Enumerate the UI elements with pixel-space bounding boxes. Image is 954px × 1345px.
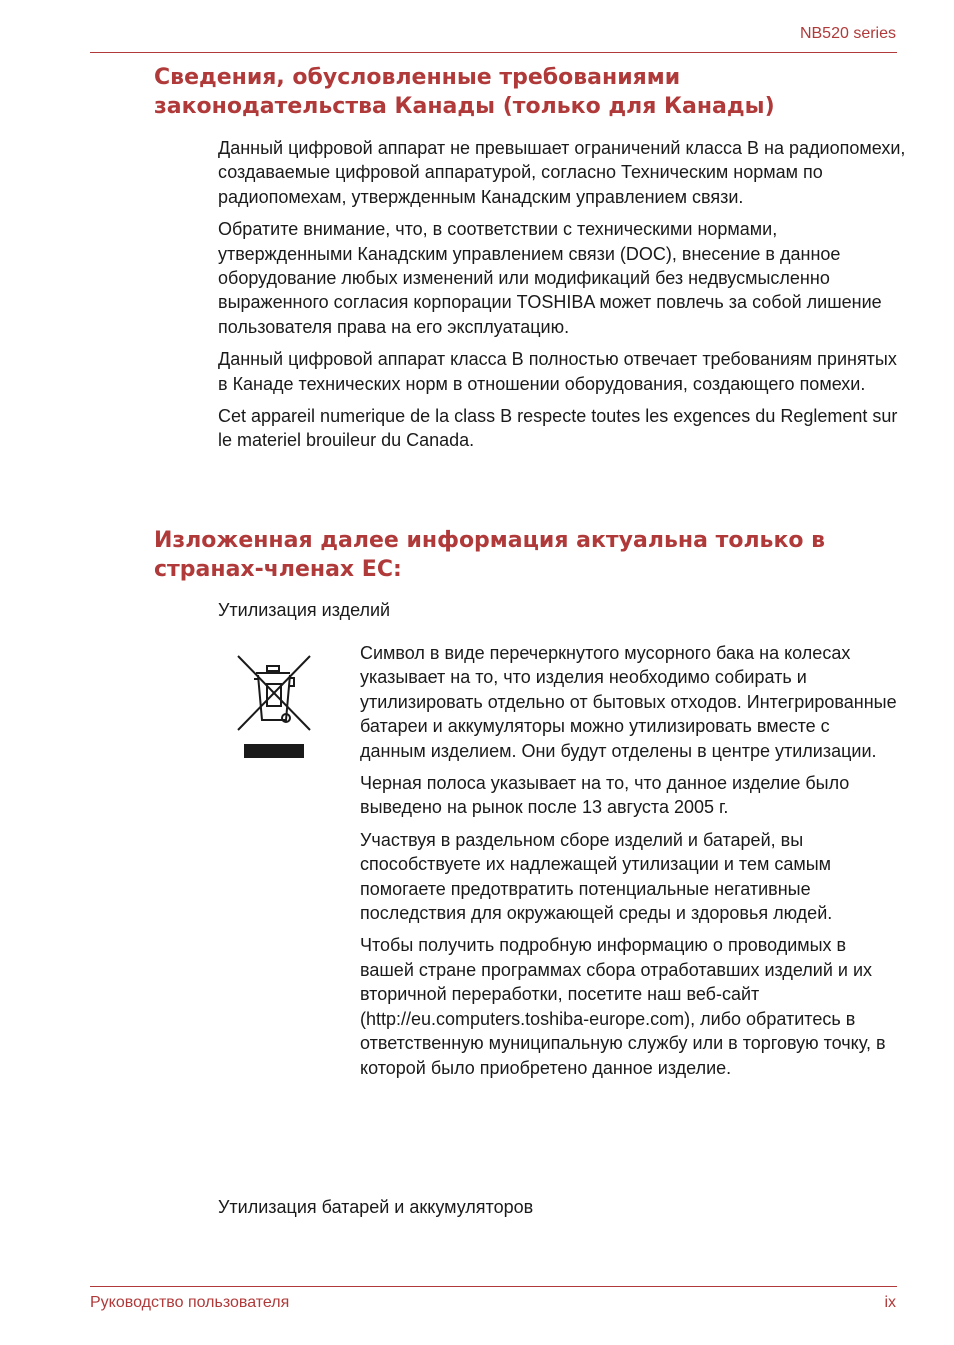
footer-divider <box>90 1286 897 1287</box>
eu-paragraph: Участвуя в раздельном сборе изделий и батарей, вы способствуете их надлежащей утилизации и тем самым помогаете предотвратить потенциальные негативные последствия для окружающей среды и здоровья людей. <box>360 829 833 924</box>
header-series-label: NB520 series <box>799 25 896 42</box>
eu-paragraph: Чтобы получить подробную информацию о проводимых в вашей стране программах сбора отработавших изделий и их вторичной переработки, посетите наш веб-сайт (http://eu.computers.toshiba-europe.com), либо обратитесь в ответственную муниципальную службу или в торговую точку, в которой было приобретено данное изделие. <box>360 935 886 1078</box>
page-number: ix <box>884 1294 896 1311</box>
battery-disposal-label: Утилизация батарей и аккумуляторов <box>218 1197 534 1217</box>
product-disposal-label: Утилизация изделий <box>218 600 391 620</box>
eu-paragraph: Черная полоса указывает на то, что данное изделие было выведено на рынок после 13 августа 2005 г. <box>360 773 850 818</box>
eu-text-block <box>360 641 900 1088</box>
crossed-out-wheelie-bin-icon <box>234 652 314 764</box>
footer-manual-title: Руководство пользователя <box>90 1294 290 1311</box>
header-divider <box>90 52 897 53</box>
section-title-canada: Сведения, обусловленные требованиями законодательства Канады (только для Канады) <box>154 65 775 119</box>
canada-paragraph: Данный цифровой аппарат класса B полностью отвечает требованиям принятых в Канаде технических норм в отношении оборудования, создающего помехи. <box>218 349 897 394</box>
section-title-eu: Изложенная далее информация актуальна только в странах-членах ЕС: <box>154 528 826 582</box>
eu-paragraph: Символ в виде перечеркнутого мусорного бака на колесах указывает на то, что изделия необходимо собирать и утилизировать отдельно от бытовых отходов. Интегрированные батареи и аккумуляторы можно утилизировать вместе с данным изделием. Они будут отделены в центре утилизации. <box>360 643 897 761</box>
black-bar <box>244 744 304 758</box>
canada-paragraph: Cet appareil numerique de la class B respecte toutes les exgences du Reglement sur le materiel brouileur du Canada. <box>218 406 898 451</box>
canada-text-block <box>218 136 908 461</box>
canada-paragraph: Обратите внимание, что, в соответствии с техническими нормами, утвержденными Канадским управлением связи (DOC), внесение в данное оборудование любых изменений или модификаций без недвусмысленно выраженного согласия корпорации TOSHIBA может повлечь за собой лишение пользователя права на его эксплуатацию. <box>218 219 882 337</box>
canada-paragraph: Данный цифровой аппарат не превышает ограничений класса B на радиопомехи, создаваемые цифровой аппаратурой, согласно Техническим нормам по радиопомехам, утвержденным Канадским управлением связи. <box>218 138 906 207</box>
